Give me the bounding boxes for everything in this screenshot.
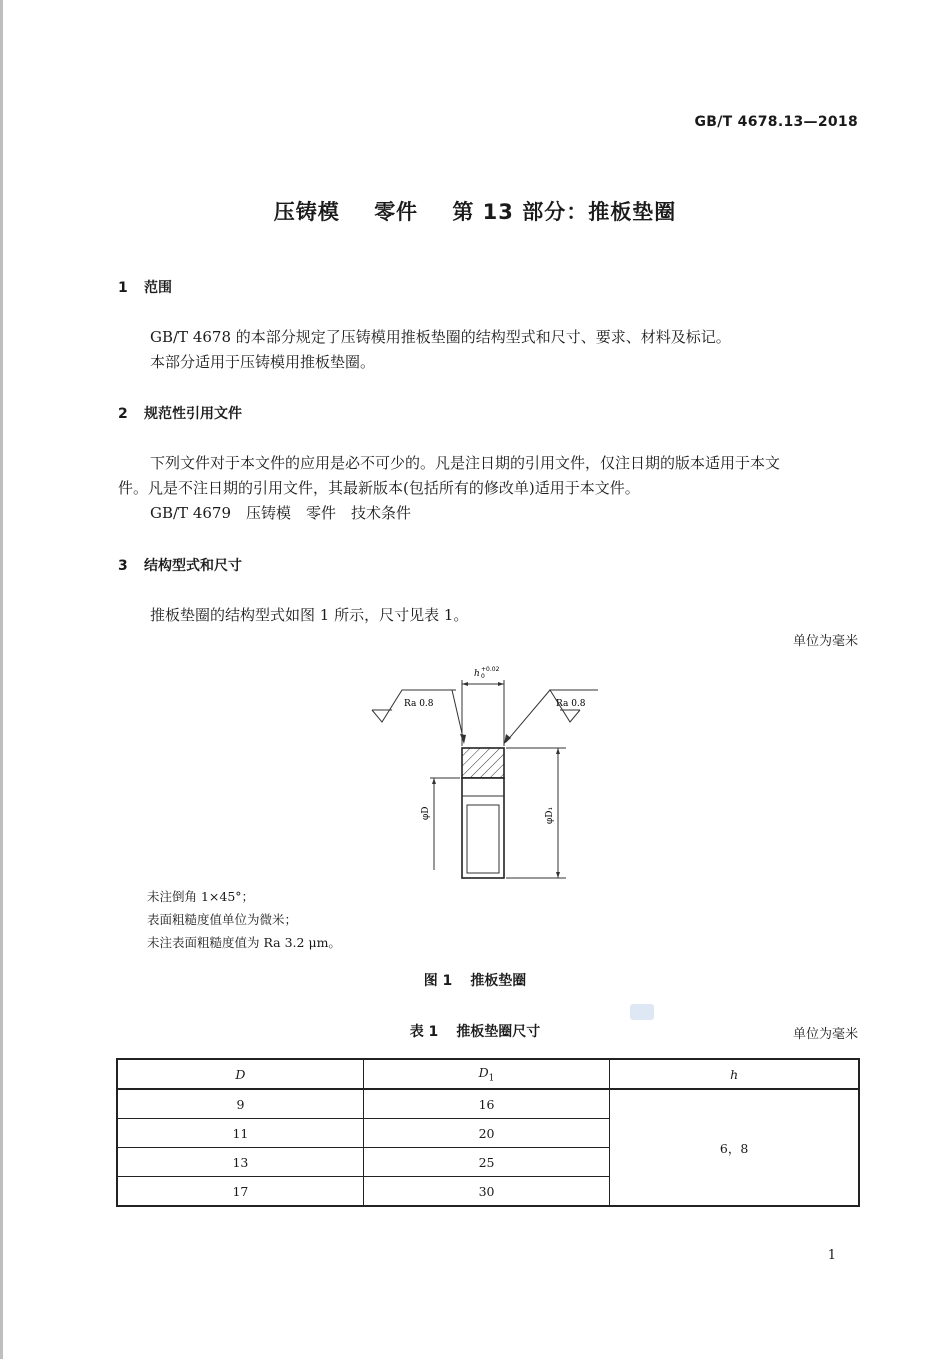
washer-drawing [360,660,610,885]
section-1-heading [118,277,172,297]
page-number: 1 [827,1248,836,1263]
title-part-3: 第 13 部分：推板垫圈 [452,200,677,224]
reference-item: GB/T 4679 压铸模 零件 技术条件 [150,504,412,522]
roughness-left-label: Ra 0.8 [404,699,434,709]
cell-d: 17 [117,1177,363,1207]
outer-diameter-dimension [506,748,566,878]
figure-caption-text: 推板垫圈 [470,973,527,989]
figure-note: 表面粗糙度值单位为微米； [147,912,298,927]
cell-d: 11 [117,1119,363,1148]
tolerance-lower: 0 [481,673,485,680]
roughness-symbol-right [504,690,598,744]
header-d1-sub: 1 [488,1073,495,1084]
paragraph: 本部分适用于压铸模用推板垫圈。 [150,353,376,371]
table-header-row [117,1059,859,1089]
cell-d: 13 [117,1148,363,1177]
figure-note: 未注倒角 1×45°； [147,889,255,904]
table-caption-text: 推板垫圈尺寸 [456,1024,541,1040]
header-d1-main: D [478,1064,489,1080]
header-d: D [117,1059,363,1089]
section-number: 3 [118,558,128,574]
outer-diameter-label: φD₁ [545,806,555,824]
roughness-symbol-left [372,690,466,744]
paragraph: 件。凡是不注日期的引用文件，其最新版本(包括所有的修改单)适用于本文件。 [118,479,640,497]
thickness-label: h [474,669,480,679]
section-3-heading [118,555,242,575]
table-row [117,1089,859,1119]
standard-code: GB/T 4678.13—2018 [694,114,858,130]
section-title: 规范性引用文件 [144,406,242,422]
table-unit-label: 单位为毫米 [792,1027,858,1042]
section-number: 2 [118,406,128,422]
paragraph: 下列文件对于本文件的应用是必不可少的。凡是注日期的引用文件，仅注日期的版本适用于本文 [150,454,781,472]
cell-d1: 20 [363,1119,609,1148]
title-part-2: 零件 [374,200,419,224]
cell-h: 6，8 [610,1089,859,1206]
header-h: h [610,1059,859,1089]
paragraph: 推板垫圈的结构型式如图 1 所示，尺寸见表 1。 [150,606,469,624]
section-title: 结构型式和尺寸 [144,558,242,574]
table-caption-label: 表 1 [409,1024,439,1040]
title-part-1: 压铸模 [273,200,340,224]
page-title [0,196,950,226]
cell-d1: 16 [363,1089,609,1119]
thickness-dimension [462,666,504,746]
cell-d1: 25 [363,1148,609,1177]
tolerance-upper: +0.02 [481,666,500,673]
inner-diameter-label: φD [421,806,431,820]
section-2-heading [118,403,242,423]
washer-section [462,748,504,878]
roughness-right-label: Ra 0.8 [556,699,586,709]
section-title: 范围 [144,280,172,296]
inner-diameter-dimension [421,778,460,870]
section-number: 1 [118,280,128,296]
dimension-table [116,1058,860,1207]
figure-note: 未注表面粗糙度值为 Ra 3.2 μm。 [147,935,341,950]
figure-caption [0,970,950,990]
cell-d1: 30 [363,1177,609,1207]
unit-label: 单位为毫米 [792,634,858,649]
cell-d: 9 [117,1089,363,1119]
figure-caption-label: 图 1 [423,973,453,989]
paragraph: GB/T 4678 的本部分规定了压铸模用推板垫圈的结构型式和尺寸、要求、材料及标记。 [150,328,731,346]
header-d1 [363,1059,609,1089]
